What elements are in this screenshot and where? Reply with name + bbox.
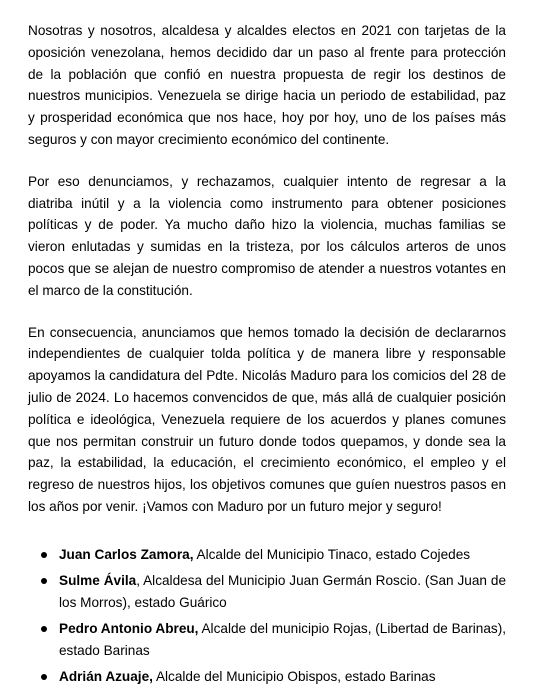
paragraph-3: En consecuencia, anunciamos que hemos tomado la decisión de declararnos independientes de cualquier tolda política y de manera libre y responsable apoyamos la candidatura del Pdte. Nicolás Maduro para los comicios del 28 de julio de 2024. Lo hacemos convencidos de que, más allá de cualquier posición política e ideológica, Venezuela requiere de los acuerdos y planes comunes que nos permitan construir un futuro donde todos quepamos, y donde sea la paz, la estabilidad, la educación, el crecimiento económico, el empleo y el regreso de nuestros hijos, los objetivos comunes que guíen nuestros pasos en los años por venir. ¡Vamos con Maduro por un futuro mejor y seguro! xyxy=(28,324,506,514)
signer-name: Adrián Azuaje, xyxy=(59,669,153,685)
bullet-icon xyxy=(41,674,47,680)
signer-role: , Alcaldesa del Municipio Juan Germán Roscio. (San Juan de los Morros), estado Guárico xyxy=(59,573,506,610)
bullet-icon xyxy=(41,578,47,584)
signer-item xyxy=(28,666,506,688)
signer-item xyxy=(28,618,506,662)
bullet-icon xyxy=(41,626,47,632)
signer-role: Alcalde del municipio Rojas, (Libertad de Barinas), estado Barinas xyxy=(59,621,507,658)
signer-item xyxy=(28,570,506,614)
signer-name: Pedro Antonio Abreu, xyxy=(59,621,199,637)
signer-name: Sulme Ávila xyxy=(59,573,137,589)
signers-list xyxy=(28,544,506,688)
paragraph-1: Nosotras y nosotros, alcaldesa y alcaldes electos en 2021 con tarjetas de la oposición venezolana, hemos decidido dar un paso al frente para protección de la población que confió en nuestra propuesta de regir los destinos de nuestros municipios. Venezuela se dirige hacia un periodo de estabilidad, paz y prosperidad económica que nos hace, hoy por hoy, uno de los países más seguros y con mayor crecimiento económico del continente. xyxy=(28,23,506,147)
signer-role: Alcalde del Municipio Tinaco, estado Cojedes xyxy=(193,546,471,562)
signer-role: Alcalde del Municipio Obispos, estado Barinas xyxy=(152,669,436,685)
bullet-icon xyxy=(41,552,47,558)
paragraph-2: Por eso denunciamos, y rechazamos, cualquier intento de regresar a la diatriba inútil y a la violencia como instrumento para obtener posiciones políticas y de poder. Ya mucho daño hizo la violencia, muchas familias se vieron enlutadas y sumidas en la tristeza, por los cálculos arteros de unos pocos que se alejan de nuestro compromiso de atender a nuestros votantes en el marco de la constitución. xyxy=(28,173,506,298)
signer-item xyxy=(28,544,506,566)
signer-name: Juan Carlos Zamora, xyxy=(59,546,194,562)
